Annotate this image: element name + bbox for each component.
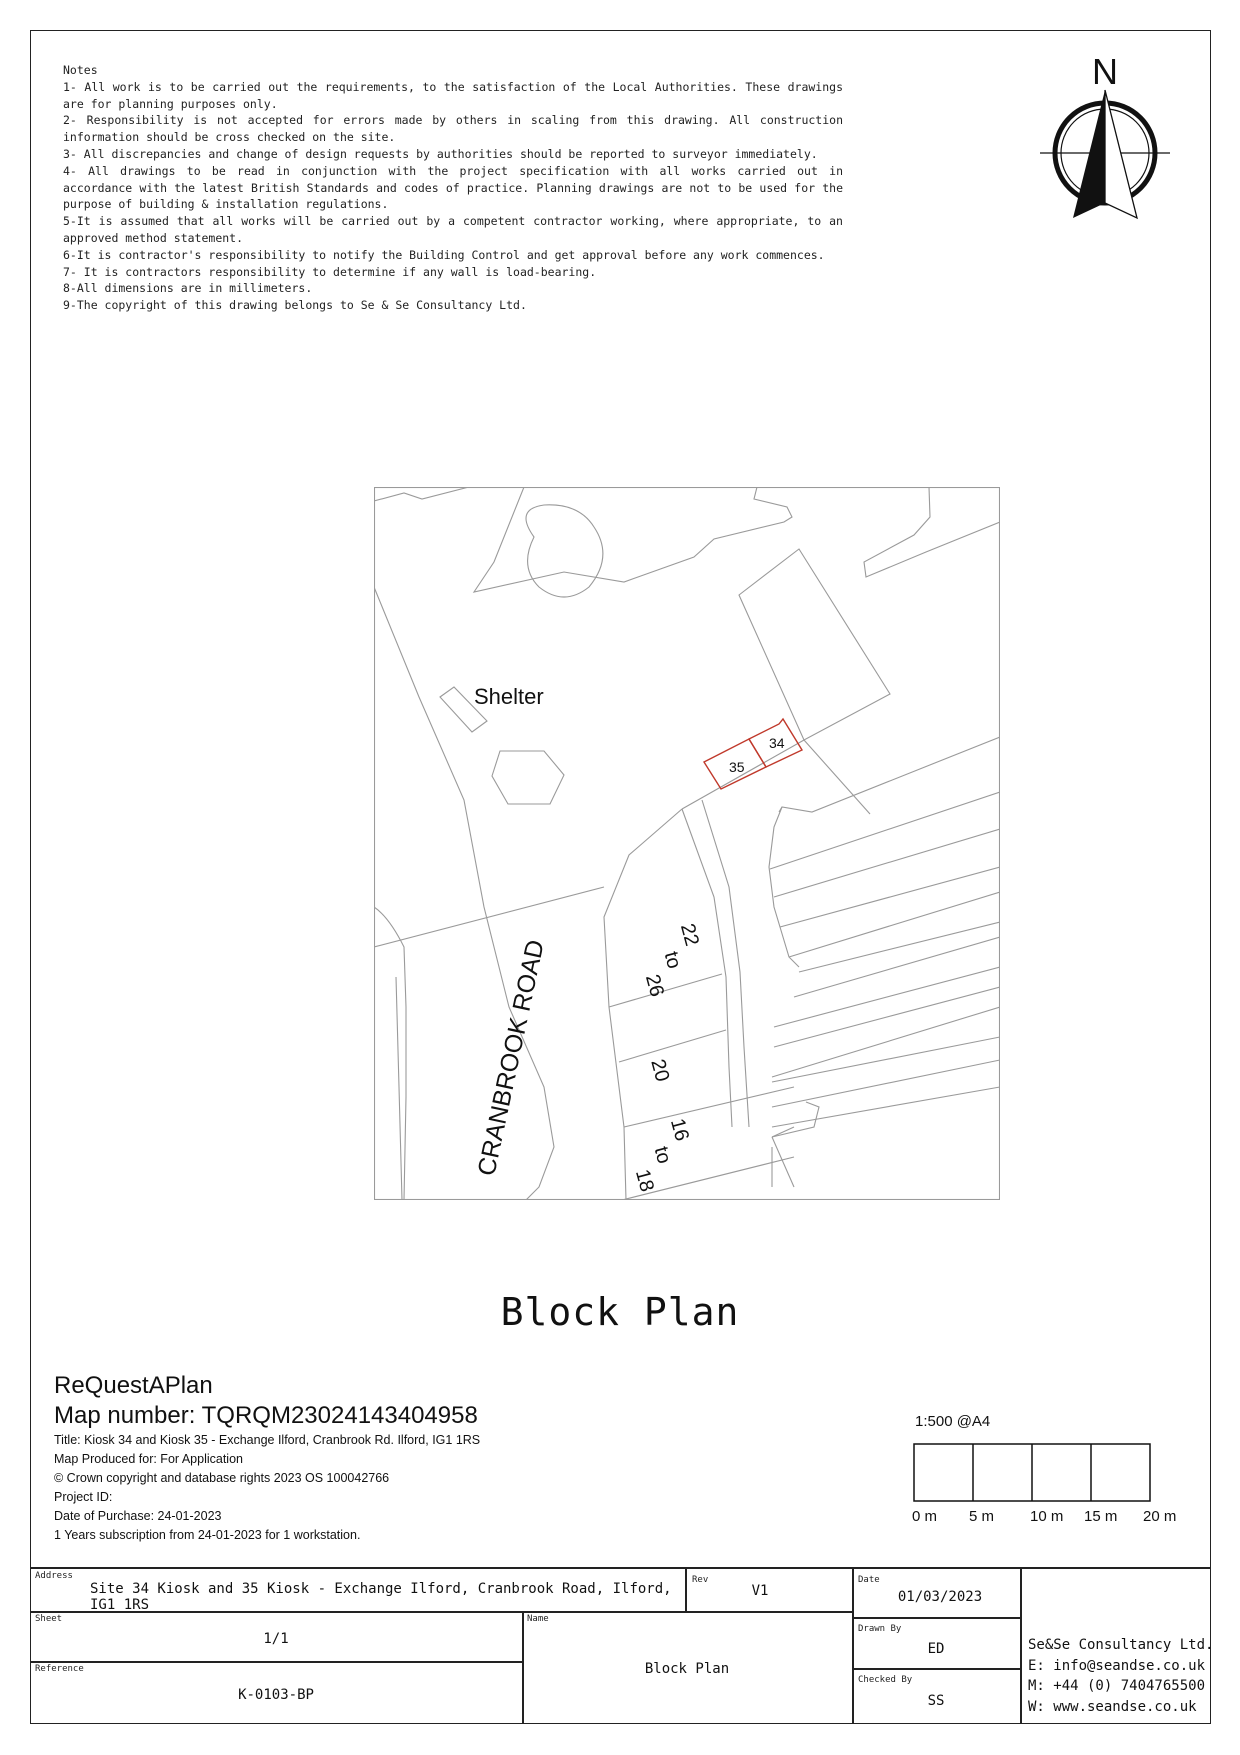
scale-tick: 15 m [1084,1508,1118,1525]
notes-block [63,62,843,314]
company-mobile: M: +44 (0) 7404765500 [1028,1678,1206,1694]
boundary-line [789,892,1000,957]
boundary-line [799,922,1000,972]
map-subscription: 1 Years subscription from 24-01-2023 for 1 workstation. [54,1528,361,1542]
sheet-label: Sheet [35,1614,63,1624]
note-item: 8-All dimensions are in millimeters. [63,281,313,296]
rev-value: V1 [751,1583,769,1599]
notes-heading: Notes [63,63,98,77]
map-number: Map number: TQRQM23024143404958 [54,1402,478,1429]
rev-label: Rev [692,1575,709,1585]
scale-tick: 0 m [912,1508,938,1525]
boundary-line [772,1037,1000,1082]
boundary-line [774,967,1000,1027]
plot-boundary [682,809,732,1127]
map-title: Title: Kiosk 34 and Kiosk 35 - Exchange Ilford, Cranbrook Rd. Ilford, IG1 1RS [54,1433,481,1447]
note-item: 5-It is assumed that all works will be carried out by a competent contractor working, where appropriate, to an approved method statement. [63,214,843,245]
map-info-block [54,1371,480,1545]
name-label: Name [527,1614,549,1624]
company-email: E: info@seandse.co.uk [1028,1657,1206,1674]
drawn-by-value: ED [927,1641,945,1657]
plot-22-to: to [659,949,686,972]
date-label: Date [858,1575,880,1585]
plot-26-label: 26 [640,972,668,1000]
boundary-line [804,740,870,814]
note-item: 1- All work is to be carried out the requirements, to the satisfaction of the Local Authorities. These drawings are for planning purposes only. [63,79,843,111]
pond-outline [526,505,603,597]
boundary-line [770,792,1000,869]
reference-value: K-0103-BP [238,1687,314,1703]
boundary-line [864,487,1000,577]
note-item: 9-The copyright of this drawing belongs to Se & Se Consultancy Ltd. [63,298,527,313]
plot-boundary [702,800,749,1127]
kiosk-34-label: 34 [769,735,785,751]
boundary-line [474,487,792,592]
boundary-line [779,737,1000,812]
reference-label: Reference [35,1664,84,1674]
map-provider-brand: ReQuestAPlan [54,1372,213,1399]
note-item: 3- All discrepancies and change of design requests by authorities should be reported to surveyor immediately. [63,146,818,161]
drawing-title: Block Plan [500,1290,740,1334]
checked-by-label: Checked By [858,1675,913,1685]
scale-tick: 5 m [969,1508,995,1525]
plot-18-label: 18 [630,1167,658,1195]
drawn-by-label: Drawn By [858,1624,902,1634]
building-outline [739,549,890,740]
scale-bar [912,1442,1152,1517]
note-item: 2- Responsibility is not accepted for errors made by others in scaling from this drawing. All construction information should be cross checked on the site. [63,113,843,145]
scale-label: 1:500 @A4 [915,1413,991,1430]
date-value: 01/03/2023 [897,1589,983,1605]
boundary-line [780,867,1000,927]
plot-boundary [624,1087,794,1127]
kiosk-35-label: 35 [729,759,745,775]
scale-tick: 20 m [1143,1508,1177,1525]
road-label: CRANBROOK ROAD [472,937,550,1179]
name-value: Block Plan [644,1661,730,1677]
road-edge [374,587,554,1200]
map-produced-for: Map Produced for: For Application [54,1452,243,1466]
shelter-label: Shelter [474,684,544,709]
north-arrow-icon [1035,48,1175,228]
plot-boundary [619,1030,726,1062]
note-item: 7- It is contractors responsibility to determine if any wall is load-bearing. [63,264,597,279]
plot-16-label: 16 [665,1116,693,1144]
hexagon-outline [492,751,564,804]
block-plan-map [374,487,1000,1200]
boundary-line [374,487,469,501]
map-copyright: © Crown copyright and database rights 2023 OS 100042766 [54,1471,390,1485]
company-details [1028,1635,1213,1717]
checked-by-value: SS [927,1693,945,1709]
map-border [375,488,1000,1200]
plot-16-to: to [649,1144,676,1167]
map-date-of-purchase: Date of Purchase: 24-01-2023 [54,1509,222,1523]
company-web: W: www.seandse.co.uk [1028,1698,1197,1715]
sheet-value: 1/1 [263,1631,289,1647]
north-label: N [1092,51,1118,92]
boundary-line [774,829,1000,897]
company-name: Se&Se Consultancy Ltd. [1028,1637,1214,1653]
boundary-line [769,807,799,967]
plot-20-label: 20 [646,1056,674,1085]
road-edge [396,977,402,1200]
address-label: Address [35,1571,73,1581]
note-item: 6-It is contractor's responsibility to notify the Building Control and get approval before any work commences. [63,247,825,262]
boundary-line [772,1087,1000,1127]
map-project-id: Project ID: [54,1490,113,1504]
scale-tick: 10 m [1030,1508,1064,1525]
address-value: Site 34 Kiosk and 35 Kiosk - Exchange Ilford, Cranbrook Road, Ilford, IG1 1RS [90,1581,672,1613]
plot-22-label: 22 [675,921,703,949]
note-item: 4- All drawings to be read in conjunction with the project specification with all works carried out in accordance with the latest British Standards and codes of practice. Planning drawings are not to be used for the purpose of building & installation regulations. [63,163,843,212]
boundary-line [374,887,604,947]
